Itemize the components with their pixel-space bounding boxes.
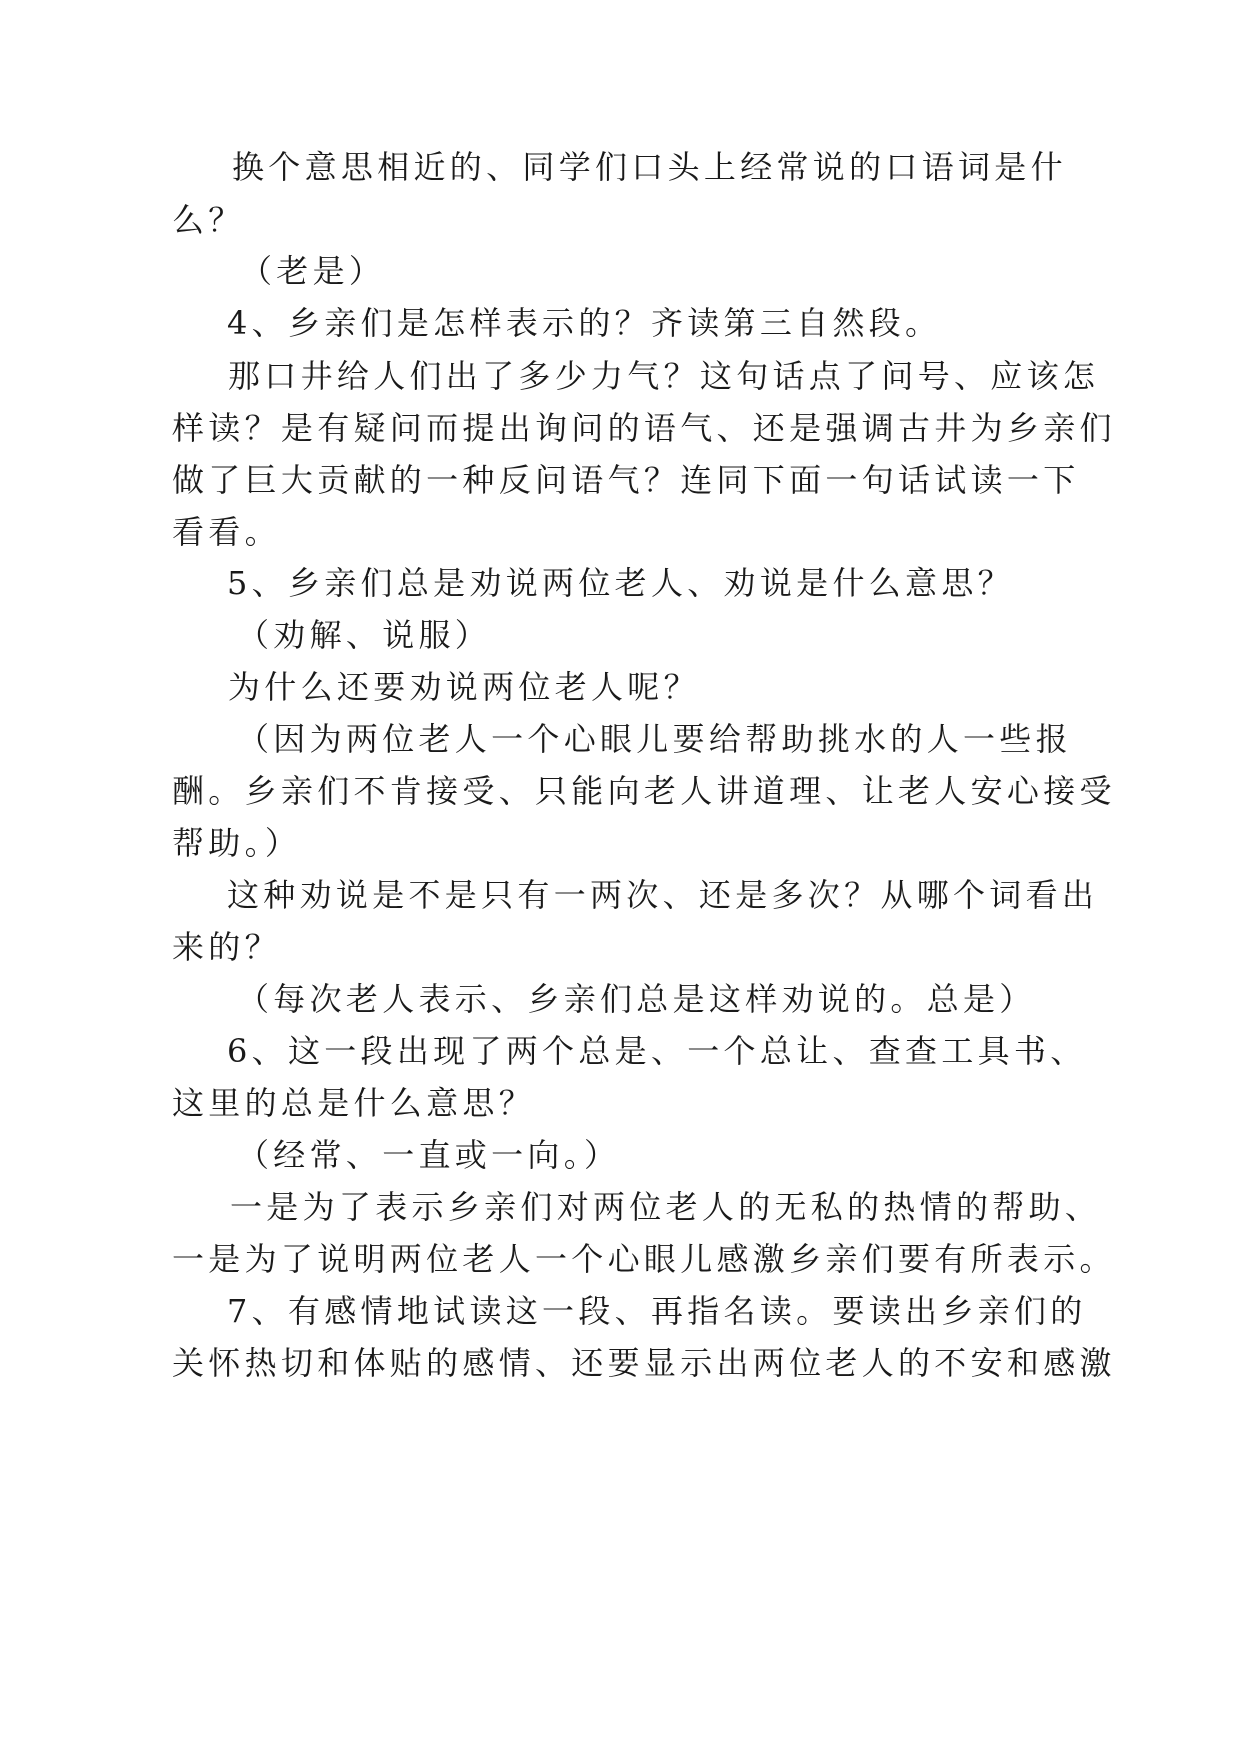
text-line: 做了巨大贡献的一种反问语气？连同下面一句话试读一下 [172,461,1080,499]
text-line: 这里的总是什么意思？ [172,1084,536,1122]
text-line: 5、乡亲们总是劝说两位老人、劝说是什么意思？ [227,564,1014,602]
text-line: （老是） [240,252,386,290]
text-line: 来的？ [172,928,281,966]
text-line: 那口井给人们出了多少力气？这句话点了问号、应该怎 [228,357,1100,395]
text-line: 么？ [172,201,245,239]
text-line: 帮助。） [172,824,302,862]
text-line: （每次老人表示、乡亲们总是这样劝说的。总是） [237,980,1036,1018]
text-line: 为什么还要劝说两位老人呢？ [228,668,700,706]
text-line: 看看。 [172,513,281,551]
text-line: 7、有感情地试读这一段、再指名读。要读出乡亲们的 [227,1292,1087,1330]
text-line: 换个意思相近的、同学们口头上经常说的口语词是什 [232,148,1067,186]
text-line: 这种劝说是不是只有一两次、还是多次？从哪个词看出 [227,876,1099,914]
text-line: 样读？是有疑问而提出询问的语气、还是强调古井为乡亲们 [172,409,1116,447]
text-line: （经常、一直或一向。） [237,1136,621,1174]
text-line: 4、乡亲们是怎样表示的？齐读第三自然段。 [227,304,942,342]
text-line: 一是为了说明两位老人一个心眼儿感激乡亲们要有所表示。 [172,1240,1116,1278]
text-line: 酬。乡亲们不肯接受、只能向老人讲道理、让老人安心接受 [172,772,1116,810]
text-line: （劝解、说服） [237,616,492,654]
text-line: 关怀热切和体贴的感情、还要显示出两位老人的不安和感激 [172,1344,1116,1382]
text-line: 一是为了表示乡亲们对两位老人的无私的热情的帮助、 [230,1188,1102,1226]
text-line: （因为两位老人一个心眼儿要给帮助挑水的人一些报 [237,720,1072,758]
text-line: 6、这一段出现了两个总是、一个总让、查查工具书、 [227,1032,1087,1070]
